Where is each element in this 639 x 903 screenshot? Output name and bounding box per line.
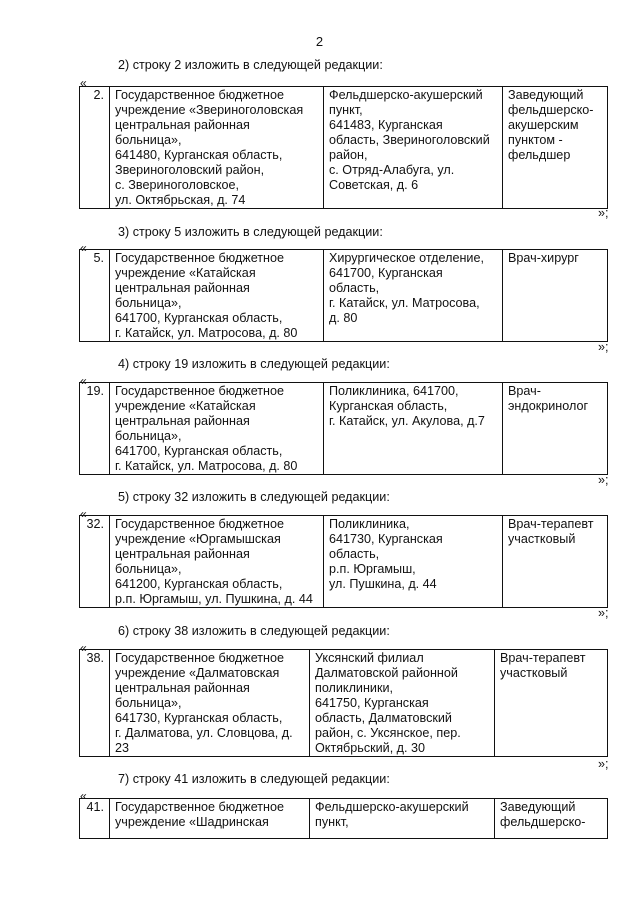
unit-address-cell-line: Фельдшерско-акушерский — [315, 800, 469, 814]
position-cell-line: эндокринолог — [508, 399, 589, 413]
amendment-instruction: 2) строку 2 изложить в следующей редакции: — [118, 58, 383, 72]
unit-address-cell-line: район, — [329, 148, 368, 162]
institution-cell-line: учреждение «Шадринская — [115, 815, 269, 829]
unit-address-cell-line: область, — [329, 547, 380, 561]
opening-quote: « — [80, 641, 87, 655]
closing-quote: »; — [598, 606, 609, 620]
unit-address-cell-line: р.п. Юргамыш, — [329, 562, 416, 576]
unit-address-cell-line: 641483, Курганская — [329, 118, 443, 132]
position-cell-line: фельдшер — [508, 148, 571, 162]
unit-address-cell — [324, 516, 503, 608]
unit-address-cell — [310, 650, 495, 757]
position-cell-line: Врач-терапевт — [500, 651, 586, 665]
closing-quote: »; — [598, 340, 609, 354]
table-row — [80, 650, 608, 757]
row-number-cell: 41. — [80, 799, 110, 839]
institution-cell-line: Государственное бюджетное — [115, 651, 285, 665]
unit-address-cell-line: область, — [329, 281, 380, 295]
unit-address-cell-line: Октябрьский, д. 30 — [315, 741, 426, 755]
institution-cell — [110, 516, 324, 608]
unit-address-cell — [324, 250, 503, 342]
registry-table-row — [79, 649, 608, 757]
institution-cell-line: центральная районная — [115, 281, 250, 295]
unit-address-cell-line: Поликлиника, 641700, — [329, 384, 459, 398]
unit-address-cell-line: Уксянский филиал — [315, 651, 424, 665]
unit-address-cell-line: Хирургическое отделение, — [329, 251, 484, 265]
institution-cell-line: 641480, Курганская область, — [115, 148, 283, 162]
position-cell-line: Заведующий — [500, 800, 576, 814]
institution-cell — [110, 799, 310, 839]
unit-address-cell-line: с. Отряд-Алабуга, ул. — [329, 163, 455, 177]
unit-address-cell-line: г. Катайск, ул. Матросова, — [329, 296, 480, 310]
table-row — [80, 799, 608, 839]
position-cell — [503, 383, 608, 475]
institution-cell-line: центральная районная — [115, 414, 250, 428]
institution-cell-line: Государственное бюджетное — [115, 800, 285, 814]
table-row — [80, 383, 608, 475]
opening-quote: « — [80, 76, 87, 90]
institution-cell — [110, 383, 324, 475]
unit-address-cell-line: д. 80 — [329, 311, 358, 325]
unit-address-cell-line: 641730, Курганская — [329, 532, 443, 546]
unit-address-cell-line: Поликлиника, — [329, 517, 410, 531]
institution-cell — [110, 650, 310, 757]
row-number-cell: 32. — [80, 516, 110, 608]
institution-cell-line: Государственное бюджетное — [115, 517, 285, 531]
institution-cell-line: г. Катайск, ул. Матросова, д. 80 — [115, 326, 298, 340]
opening-quote: « — [80, 789, 87, 803]
position-cell-line: участковый — [508, 532, 576, 546]
unit-address-cell-line: г. Катайск, ул. Акулова, д.7 — [329, 414, 485, 428]
institution-cell-line: 641700, Курганская область, — [115, 311, 283, 325]
institution-cell-line: г. Катайск, ул. Матросова, д. 80 — [115, 459, 298, 473]
institution-cell — [110, 250, 324, 342]
row-number-cell: 2. — [80, 87, 110, 209]
institution-cell-line: Государственное бюджетное — [115, 251, 285, 265]
registry-table-row — [79, 86, 608, 209]
institution-cell-line: учреждение «Катайская — [115, 399, 256, 413]
unit-address-cell — [324, 87, 503, 209]
amendment-instruction: 6) строку 38 изложить в следующей редакции: — [118, 624, 390, 638]
institution-cell-line: Государственное бюджетное — [115, 88, 285, 102]
position-cell — [495, 650, 608, 757]
unit-address-cell-line: район, с. Уксянское, пер. — [315, 726, 461, 740]
opening-quote: « — [80, 507, 87, 521]
unit-address-cell-line: Далматовской районной — [315, 666, 458, 680]
institution-cell-line: ул. Октябрьская, д. 74 — [115, 193, 246, 207]
table-row — [80, 87, 608, 209]
position-cell-line: Заведующий — [508, 88, 584, 102]
institution-cell-line: 641730, Курганская область, — [115, 711, 283, 725]
opening-quote: « — [80, 374, 87, 388]
amendment-instruction: 7) строку 41 изложить в следующей редакции: — [118, 772, 390, 786]
position-cell — [495, 799, 608, 839]
institution-cell-line: Звериноголовский район, — [115, 163, 265, 177]
row-number-cell: 19. — [80, 383, 110, 475]
registry-table-row — [79, 515, 608, 608]
closing-quote: »; — [598, 757, 609, 771]
unit-address-cell-line: ул. Пушкина, д. 44 — [329, 577, 437, 591]
table-row — [80, 516, 608, 608]
position-cell-line: пунктом - — [508, 133, 563, 147]
institution-cell-line: Государственное бюджетное — [115, 384, 285, 398]
institution-cell-line: учреждение «Катайская — [115, 266, 256, 280]
unit-address-cell-line: Советская, д. 6 — [329, 178, 419, 192]
opening-quote: « — [80, 241, 87, 255]
institution-cell-line: учреждение «Звериноголовская — [115, 103, 304, 117]
institution-cell-line: р.п. Юргамыш, ул. Пушкина, д. 44 — [115, 592, 313, 606]
row-number-cell: 38. — [80, 650, 110, 757]
institution-cell-line: г. Далматова, ул. Словцова, д. — [115, 726, 293, 740]
unit-address-cell-line: поликлиники, — [315, 681, 393, 695]
amendment-instruction: 3) строку 5 изложить в следующей редакции: — [118, 225, 383, 239]
institution-cell — [110, 87, 324, 209]
position-cell-line: фельдшерско- — [500, 815, 586, 829]
institution-cell-line: больница», — [115, 429, 182, 443]
registry-table-row — [79, 382, 608, 475]
position-cell-line: Врач-терапевт — [508, 517, 594, 531]
unit-address-cell — [324, 383, 503, 475]
unit-address-cell — [310, 799, 495, 839]
unit-address-cell-line: Курганская область, — [329, 399, 448, 413]
position-cell-line: акушерским — [508, 118, 579, 132]
institution-cell-line: центральная районная — [115, 681, 250, 695]
institution-cell-line: учреждение «Далматовская — [115, 666, 280, 680]
closing-quote: »; — [598, 206, 609, 220]
institution-cell-line: больница», — [115, 696, 182, 710]
registry-table-row — [79, 798, 608, 839]
amendment-instruction: 4) строку 19 изложить в следующей редакции: — [118, 357, 390, 371]
institution-cell-line: больница», — [115, 296, 182, 310]
unit-address-cell-line: пункт, — [329, 103, 363, 117]
unit-address-cell-line: 641700, Курганская — [329, 266, 443, 280]
institution-cell-line: 23 — [115, 741, 130, 755]
institution-cell-line: больница», — [115, 562, 182, 576]
page-number: 2 — [315, 34, 324, 49]
unit-address-cell-line: Фельдшерско-акушерский — [329, 88, 483, 102]
row-number-cell: 5. — [80, 250, 110, 342]
institution-cell-line: центральная районная — [115, 547, 250, 561]
position-cell-line: Врач- — [508, 384, 541, 398]
position-cell — [503, 87, 608, 209]
unit-address-cell-line: область, Звериноголовский — [329, 133, 490, 147]
position-cell — [503, 250, 608, 342]
amendment-instruction: 5) строку 32 изложить в следующей редакции: — [118, 490, 390, 504]
institution-cell-line: центральная районная — [115, 118, 250, 132]
institution-cell-line: 641700, Курганская область, — [115, 444, 283, 458]
closing-quote: »; — [598, 473, 609, 487]
institution-cell-line: 641200, Курганская область, — [115, 577, 283, 591]
institution-cell-line: больница», — [115, 133, 182, 147]
unit-address-cell-line: область, Далматовский — [315, 711, 452, 725]
table-row — [80, 250, 608, 342]
position-cell-line: фельдшерско- — [508, 103, 594, 117]
unit-address-cell-line: 641750, Курганская — [315, 696, 429, 710]
registry-table-row — [79, 249, 608, 342]
position-cell-line: Врач-хирург — [508, 251, 579, 265]
unit-address-cell-line: пункт, — [315, 815, 349, 829]
position-cell — [503, 516, 608, 608]
position-cell-line: участковый — [500, 666, 568, 680]
institution-cell-line: учреждение «Юргамышская — [115, 532, 281, 546]
institution-cell-line: с. Звериноголовское, — [115, 178, 239, 192]
